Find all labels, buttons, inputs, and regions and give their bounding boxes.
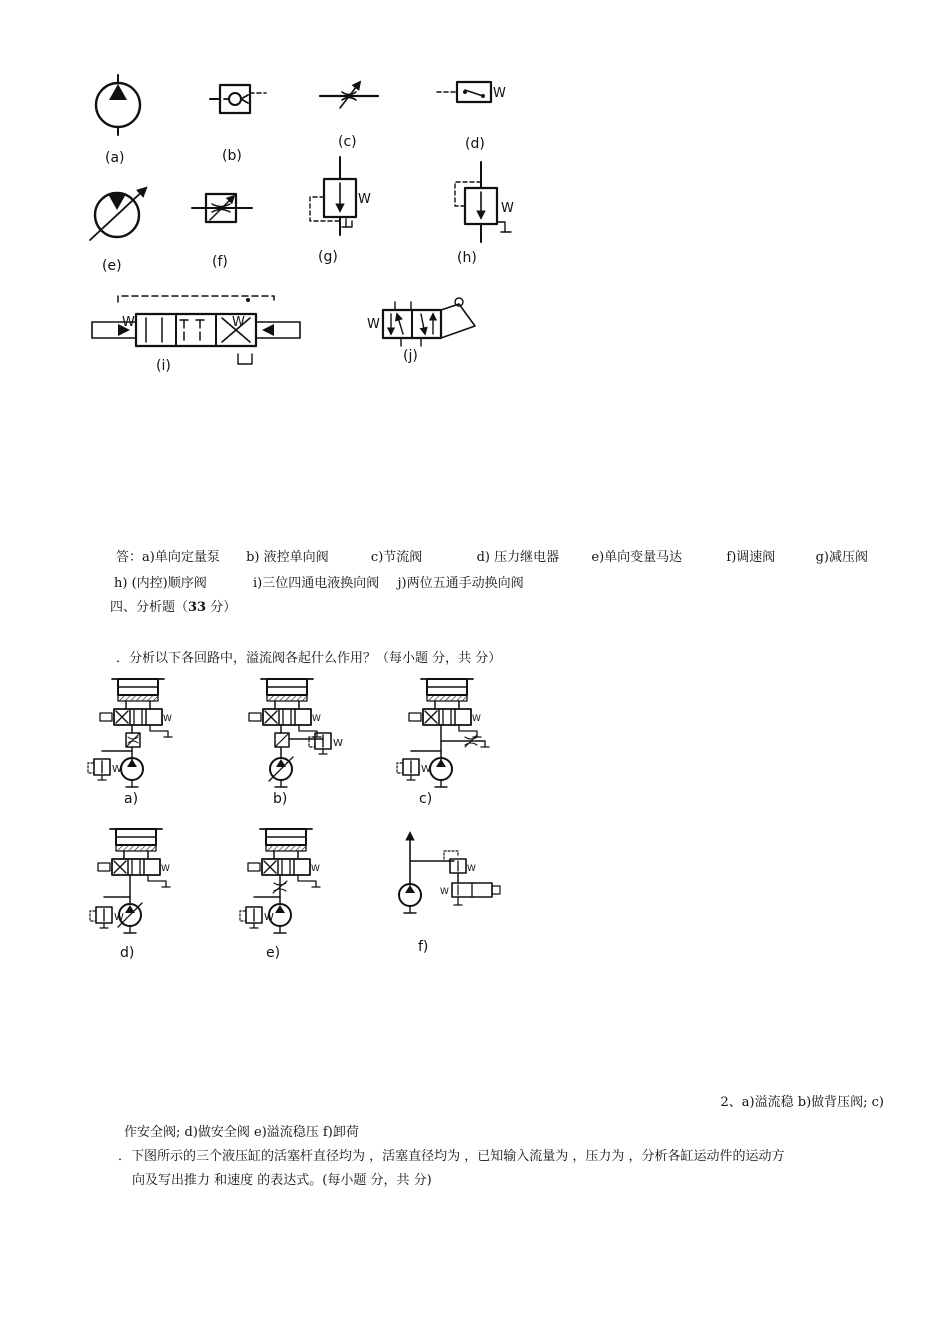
- symbol-label-c: (c): [338, 134, 357, 150]
- answer1-g: g)减压阀: [815, 550, 868, 565]
- circuit-f-figure: [390, 825, 510, 955]
- circuit-label-c: c): [419, 791, 433, 807]
- svg-text:W: W: [358, 192, 371, 207]
- question2-line1: ．下图所示的三个液压缸的活塞杆直径均为 ，活塞直径均为 ，已知输入流量为 ，压力为 ，分析各缸运动件的运动方: [118, 1149, 785, 1164]
- symbol-i-figure: [88, 292, 308, 377]
- section4-score: 33: [188, 600, 207, 615]
- answer1-j: j)两位五通手动换向阀: [397, 576, 524, 591]
- symbol-h-figure: [445, 160, 535, 270]
- circuit-label-e: e): [266, 945, 281, 961]
- svg-text:W: W: [493, 86, 506, 101]
- question2-line2: 向及写出推力 和速度 的表达式。(每小题 分，共 分): [132, 1173, 432, 1188]
- symbol-label-j: (j): [403, 348, 418, 364]
- svg-text:W: W: [467, 864, 476, 874]
- symbol-g-figure: [300, 155, 390, 270]
- answer1-f: f)调速阀: [726, 550, 776, 565]
- symbol-label-g: (g): [318, 249, 338, 265]
- circuit-label-f: f): [418, 939, 429, 955]
- pump-triangle: [109, 84, 127, 100]
- answer1-d: d) 压力继电器: [476, 550, 560, 565]
- circuit-e-figure: [230, 825, 340, 960]
- symbol-d-figure: [435, 78, 525, 153]
- answer1-c: c)节流阀: [370, 550, 423, 565]
- answer1-e: e)单向变量马达: [591, 550, 683, 565]
- symbol-e-figure: [80, 182, 160, 277]
- answer2-line1: 2、a)溢流稳 b)做背压阀; c): [720, 1095, 884, 1110]
- section4-title-suffix: 分）: [206, 600, 237, 615]
- circuit-c-figure: [385, 675, 505, 805]
- symbol-label-h: (h): [457, 250, 477, 266]
- section4-title-prefix: 四、分析题（: [110, 600, 189, 615]
- circuit-label-b: b): [273, 791, 288, 807]
- answer1-h: h) (内控)顺序阀: [114, 576, 207, 591]
- svg-text:W: W: [501, 201, 514, 216]
- question1-text: ．分析以下各回路中，溢流阀各起什么作用？（每小题 分，共 分）: [116, 651, 502, 666]
- symbol-b-figure: [210, 75, 280, 170]
- svg-text:W: W: [440, 887, 449, 897]
- symbol-j-figure: [365, 296, 485, 368]
- section4-title: [110, 599, 236, 617]
- symbol-label-i: (i): [156, 358, 171, 374]
- answer1-i: i)三位四通电液换向阀: [253, 576, 380, 591]
- symbol-a-figure: [85, 70, 155, 170]
- symbol-label-f: (f): [212, 254, 228, 270]
- circuit-d-figure: [80, 825, 190, 960]
- svg-text:W: W: [232, 315, 245, 330]
- circuit-label-a: a): [124, 791, 139, 807]
- answer1-line1: [116, 549, 868, 567]
- symbol-f-figure: [190, 188, 260, 273]
- answer1-line2: [114, 575, 524, 593]
- answer1-b: b) 液控单向阀: [246, 550, 329, 565]
- symbol-c-figure: [318, 78, 388, 153]
- circuit-b-figure: [245, 675, 365, 805]
- svg-text:W: W: [122, 315, 135, 330]
- answer2-line2: 作安全阀; d)做安全阀 e)溢流稳压 f)卸荷: [124, 1125, 359, 1140]
- symbol-label-b: (b): [222, 148, 242, 164]
- symbol-label-a: (a): [105, 150, 125, 166]
- answer1-a: 答：a)单向定量泵: [116, 550, 220, 565]
- circuit-label-d: d): [120, 945, 135, 961]
- circuit-a-figure: [80, 675, 190, 805]
- svg-text:W: W: [367, 317, 380, 332]
- symbol-label-e: (e): [102, 258, 122, 274]
- symbol-label-d: (d): [465, 136, 485, 152]
